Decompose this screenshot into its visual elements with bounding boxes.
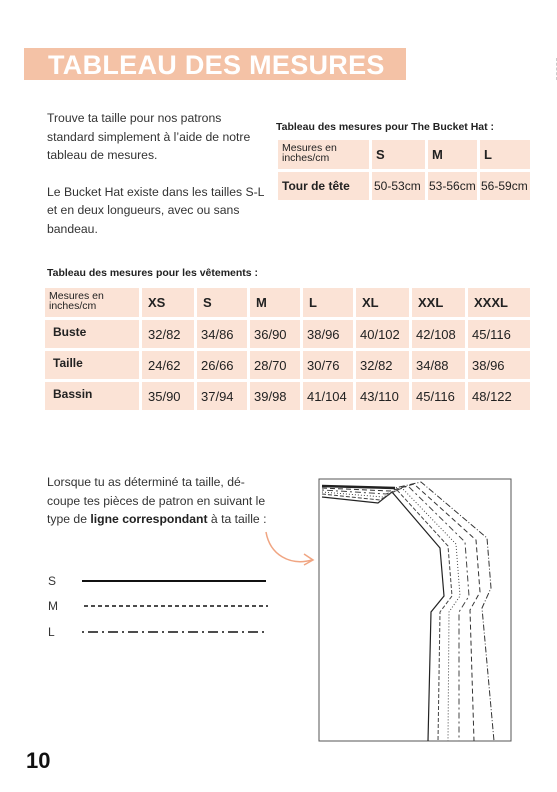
legend-label-m: M bbox=[48, 599, 58, 613]
clothes-size-xxl: XXL bbox=[412, 288, 465, 317]
hat-value-m: 53-56cm bbox=[428, 172, 477, 200]
row-label-bassin: Bassin bbox=[45, 382, 139, 410]
cut-instructions bbox=[47, 473, 272, 529]
pattern-top-edge bbox=[322, 486, 395, 488]
intro-paragraph-1: Trouve ta taille pour nos patrons standard simplement à l’aide de notre tableau de mesures. bbox=[47, 111, 251, 162]
hat-value-l: 56-59cm bbox=[480, 172, 530, 200]
cell-taille-m: 28/70 bbox=[250, 351, 300, 379]
cell-bassin-xl: 43/110 bbox=[356, 382, 409, 410]
cell-taille-xs: 24/62 bbox=[142, 351, 194, 379]
hat-size-m: M bbox=[428, 140, 477, 169]
pattern-line-4 bbox=[322, 486, 469, 741]
cut-text-before: Lorsque tu as déterminé ta taille, dé-coupe tes pièces de patron en suivant le type de bbox=[47, 475, 266, 526]
cut-text-bold: ligne correspondant bbox=[90, 512, 208, 526]
cell-buste-m: 36/90 bbox=[250, 320, 300, 348]
hat-row-label: Tour de tête bbox=[278, 172, 369, 200]
legend-label-l: L bbox=[48, 625, 55, 639]
cell-taille-s: 26/66 bbox=[197, 351, 247, 379]
cell-buste-l: 38/96 bbox=[303, 320, 353, 348]
clothes-size-xs: XS bbox=[142, 288, 194, 317]
cell-buste-xs: 32/82 bbox=[142, 320, 194, 348]
cell-taille-l: 30/76 bbox=[303, 351, 353, 379]
pattern-line-1 bbox=[322, 492, 444, 741]
row-label-taille: Taille bbox=[45, 351, 139, 379]
clothes-size-l: L bbox=[303, 288, 353, 317]
cell-buste-s: 34/86 bbox=[197, 320, 247, 348]
clothes-size-s: S bbox=[197, 288, 247, 317]
hat-value-s: 50-53cm bbox=[372, 172, 425, 200]
hat-table-corner: Mesures en inches/cm bbox=[278, 140, 369, 169]
cell-taille-xxl: 34/88 bbox=[412, 351, 465, 379]
clothes-size-m: M bbox=[250, 288, 300, 317]
cell-taille-xl: 32/82 bbox=[356, 351, 409, 379]
page-title: TABLEAU DES MESURES bbox=[48, 50, 385, 80]
cell-taille-xxxl: 38/96 bbox=[468, 351, 530, 379]
clothes-size-xl: XL bbox=[356, 288, 409, 317]
clothes-table-caption: Tableau des mesures pour les vêtements : bbox=[47, 267, 259, 279]
legend-label-s: S bbox=[48, 574, 57, 588]
row-label-buste: Buste bbox=[45, 320, 139, 348]
page-number: 10 bbox=[26, 748, 51, 773]
clothes-table-corner: Mesures en inches/cm bbox=[45, 288, 139, 317]
pattern-line-5 bbox=[322, 484, 480, 741]
cell-buste-xl: 40/102 bbox=[356, 320, 409, 348]
pattern-frame bbox=[319, 479, 511, 741]
cell-bassin-xs: 35/90 bbox=[142, 382, 194, 410]
pattern-line-2 bbox=[322, 490, 452, 741]
hat-size-l: L bbox=[480, 140, 530, 169]
cell-bassin-l: 41/104 bbox=[303, 382, 353, 410]
pattern-line-6 bbox=[322, 482, 494, 741]
cell-bassin-xxxl: 48/122 bbox=[468, 382, 530, 410]
page-edge-marker bbox=[552, 58, 557, 80]
cut-text-after: à ta taille : bbox=[207, 512, 267, 526]
pattern-line-3 bbox=[322, 488, 460, 741]
intro-text bbox=[47, 109, 272, 256]
cell-bassin-m: 39/98 bbox=[250, 382, 300, 410]
hat-size-s: S bbox=[372, 140, 425, 169]
cell-bassin-s: 37/94 bbox=[197, 382, 247, 410]
intro-paragraph-2: Le Bucket Hat existe dans les tailles S-L et en deux longueurs, avec ou sans bandeau. bbox=[47, 184, 265, 236]
hat-table-caption: Tableau des mesures pour The Bucket Hat : bbox=[276, 121, 495, 133]
cell-bassin-xxl: 45/116 bbox=[412, 382, 465, 410]
cell-buste-xxl: 42/108 bbox=[412, 320, 465, 348]
clothes-size-xxxl: XXXL bbox=[468, 288, 530, 317]
cell-buste-xxxl: 45/116 bbox=[468, 320, 530, 348]
